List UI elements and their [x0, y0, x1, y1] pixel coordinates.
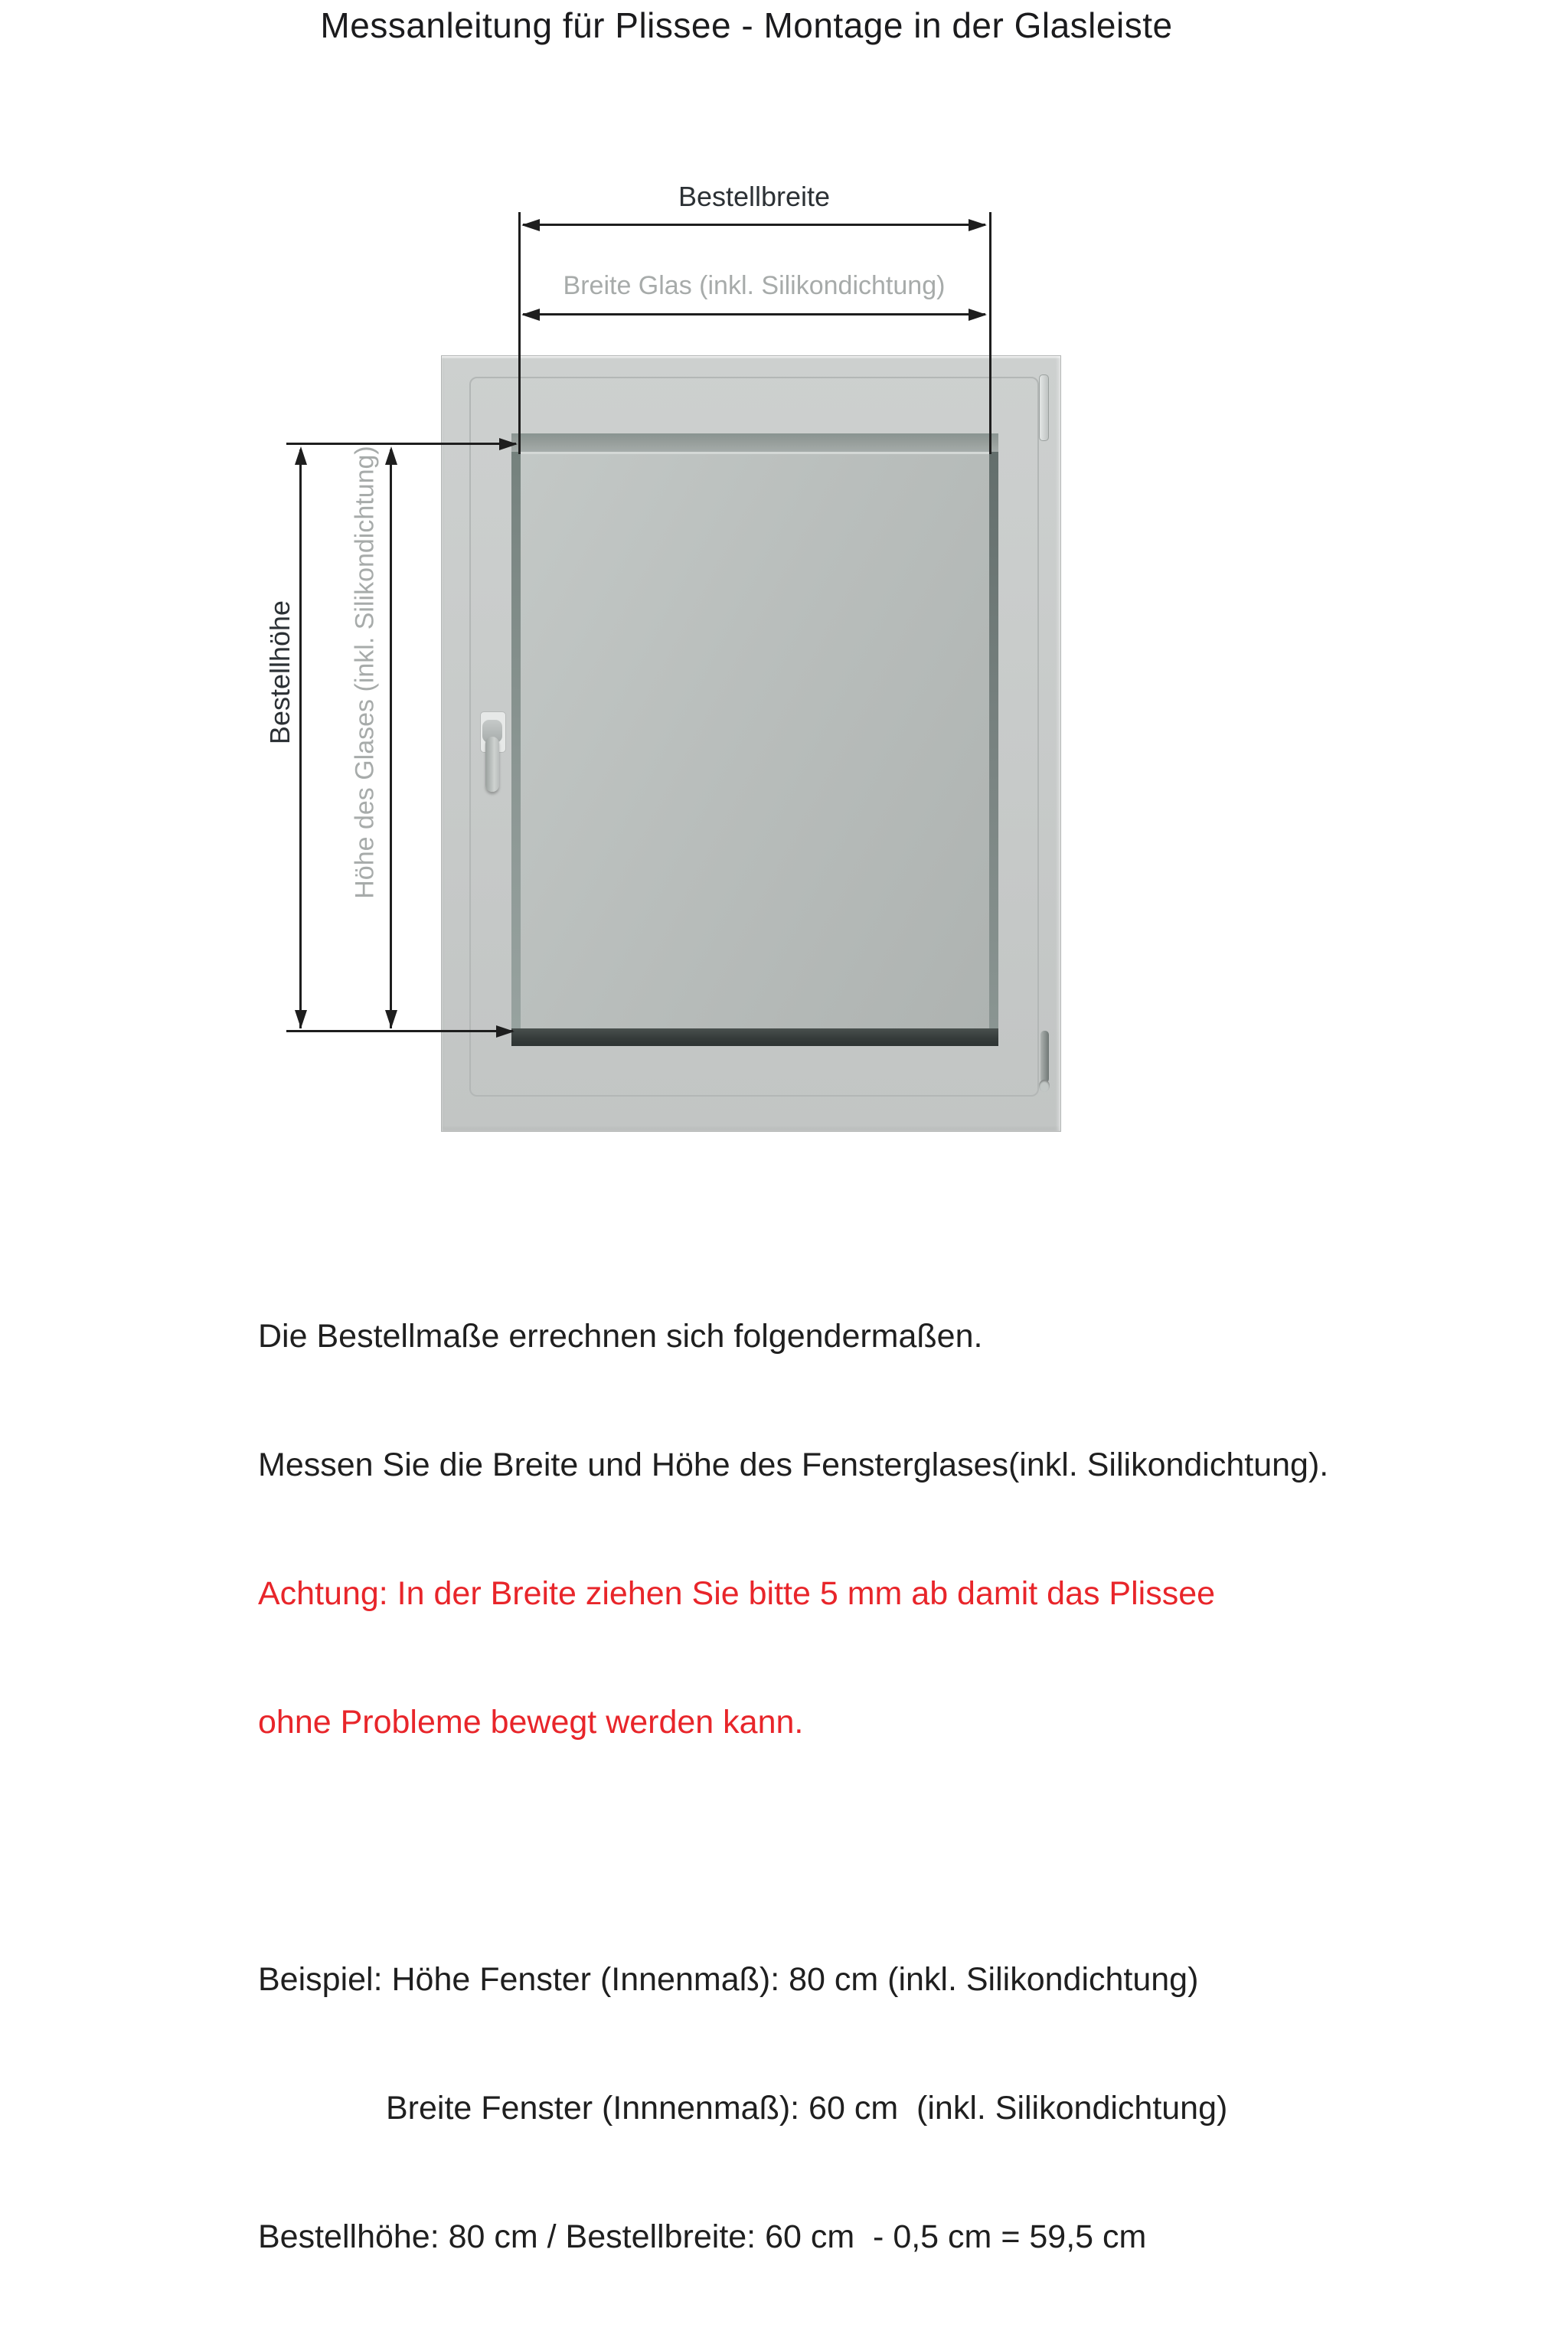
hinge-bottom-knob: [1039, 1080, 1050, 1092]
spacer-line: [258, 1829, 1328, 1872]
glazing-bead-top: [511, 433, 998, 452]
arrow-bestellhoehe: [299, 450, 302, 1028]
arrowhead-down-icon: [295, 1010, 307, 1028]
example-line: Breite Fenster (Innnenmaß): 60 cm (inkl. Silikondichtung): [386, 2090, 1228, 2127]
page-title: Messanleitung für Plissee - Montage in der Glasleiste: [320, 5, 1173, 45]
instruction-warning-line: ohne Probleme bewegt werden kann.: [258, 1704, 804, 1741]
extension-line-bottom-horizontal: [286, 1030, 513, 1032]
instruction-warning-line: Achtung: In der Breite ziehen Sie bitte 5 mm ab damit das Plissee: [258, 1575, 1216, 1612]
instruction-line: Messen Sie die Breite und Höhe des Fensterglases(inkl. Silikondichtung).: [258, 1447, 1329, 1483]
example-line: Beispiel: Höhe Fenster (Innenmaß): 80 cm (inkl. Silikondichtung): [258, 1961, 1199, 1998]
glass-pane: [521, 454, 989, 1028]
arrowhead-up-icon: [295, 446, 307, 465]
arrowhead-right-icon: [969, 219, 987, 231]
window-handle-lever: [485, 737, 499, 792]
extension-arrowhead-bottom-icon: [496, 1025, 514, 1038]
extension-line-top-horizontal: [286, 443, 516, 445]
label-hoehe-glas: Höhe des Glases (inkl. Silikondichtung): [350, 446, 380, 899]
glazing-bead-right: [989, 452, 998, 1028]
arrowhead-up-icon: [385, 446, 397, 465]
label-breite-glas: Breite Glas (inkl. Silikondichtung): [563, 271, 946, 300]
extension-arrowhead-top-icon: [499, 438, 518, 450]
example-line: Bestellhöhe: 80 cm / Bestellbreite: 60 cm - 0,5 cm = 59,5 cm: [258, 2218, 1147, 2255]
label-bestellbreite: Bestellbreite: [678, 181, 831, 212]
hinge-top-right: [1039, 374, 1049, 441]
instruction-text-block: [258, 1229, 1328, 2344]
extension-line-left-vertical: [518, 212, 521, 454]
hinge-bottom-right: [1040, 1031, 1049, 1083]
arrow-bestellbreite: [523, 224, 985, 226]
arrow-breite-glas: [523, 313, 985, 315]
instruction-line: Die Bestellmaße errechnen sich folgendermaßen.: [258, 1318, 983, 1355]
arrowhead-left-icon: [521, 309, 540, 321]
extension-line-right-vertical: [989, 212, 991, 454]
arrowhead-left-icon: [521, 219, 540, 231]
arrowhead-down-icon: [385, 1010, 397, 1028]
arrow-hoehe-glas: [390, 450, 392, 1028]
arrowhead-right-icon: [969, 309, 987, 321]
glazing-bead-bottom: [511, 1028, 998, 1046]
glazing-bead-left: [511, 452, 521, 1028]
label-bestellhoehe: Bestellhöhe: [264, 600, 296, 745]
